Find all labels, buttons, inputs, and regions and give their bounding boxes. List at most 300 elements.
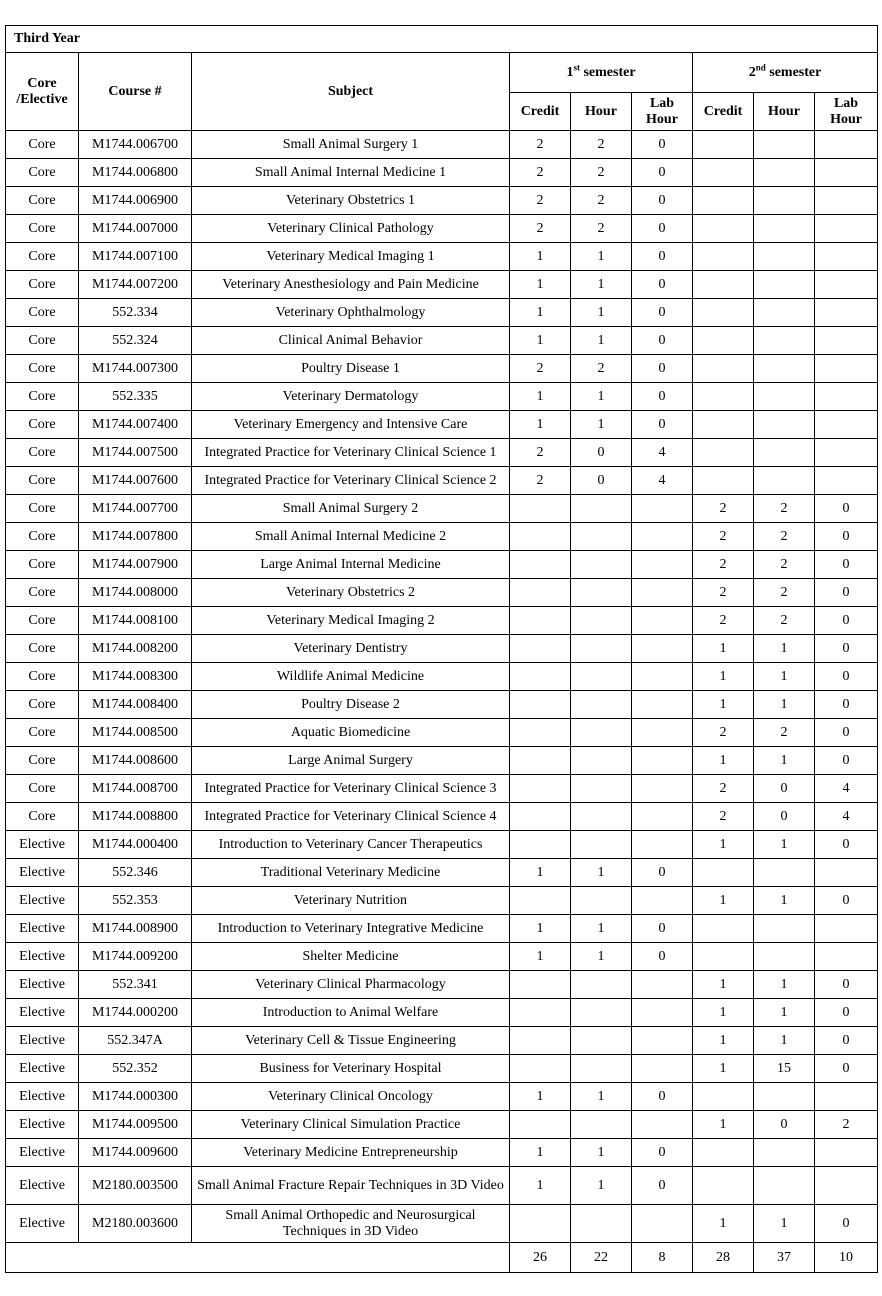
table-row bbox=[6, 607, 878, 635]
cell-sem2-credit: 1 bbox=[693, 887, 754, 915]
cell-course-number: 552.324 bbox=[79, 327, 192, 355]
cell-sem1-lab-hour: 0 bbox=[632, 1083, 693, 1111]
cell-sem1-credit bbox=[510, 971, 571, 999]
cell-subject: Small Animal Fracture Repair Techniques in 3D Video bbox=[192, 1167, 510, 1205]
cell-subject: Veterinary Medical Imaging 1 bbox=[192, 243, 510, 271]
cell-sem1-lab-hour bbox=[632, 775, 693, 803]
cell-subject: Introduction to Veterinary Integrative Medicine bbox=[192, 915, 510, 943]
cell-course-number: M1744.008400 bbox=[79, 691, 192, 719]
cell-sem2-credit bbox=[693, 383, 754, 411]
table-row bbox=[6, 663, 878, 691]
cell-type: Core bbox=[6, 215, 79, 243]
cell-sem1-hour: 2 bbox=[571, 159, 632, 187]
cell-sem2-credit: 2 bbox=[693, 579, 754, 607]
cell-sem1-lab-hour bbox=[632, 579, 693, 607]
cell-course-number: 552.346 bbox=[79, 859, 192, 887]
table-row bbox=[6, 551, 878, 579]
cell-sem1-lab-hour: 0 bbox=[632, 327, 693, 355]
cell-course-number: M1744.008300 bbox=[79, 663, 192, 691]
cell-sem1-hour: 1 bbox=[571, 859, 632, 887]
cell-sem2-lab-hour: 0 bbox=[815, 579, 878, 607]
cell-sem2-lab-hour: 0 bbox=[815, 495, 878, 523]
cell-course-number: M1744.007800 bbox=[79, 523, 192, 551]
cell-sem2-hour: 1 bbox=[754, 747, 815, 775]
cell-sem1-hour bbox=[571, 719, 632, 747]
cell-sem2-lab-hour bbox=[815, 215, 878, 243]
cell-sem2-credit bbox=[693, 271, 754, 299]
total-sem1-credit: 26 bbox=[510, 1243, 571, 1273]
cell-type: Elective bbox=[6, 859, 79, 887]
cell-sem2-credit: 1 bbox=[693, 635, 754, 663]
cell-sem2-lab-hour bbox=[815, 355, 878, 383]
cell-sem2-hour: 1 bbox=[754, 663, 815, 691]
cell-sem1-credit bbox=[510, 719, 571, 747]
cell-sem1-credit bbox=[510, 1111, 571, 1139]
cell-sem2-hour bbox=[754, 467, 815, 495]
cell-subject: Wildlife Animal Medicine bbox=[192, 663, 510, 691]
cell-sem2-credit: 1 bbox=[693, 1027, 754, 1055]
cell-sem1-lab-hour bbox=[632, 1055, 693, 1083]
cell-sem1-hour: 1 bbox=[571, 1139, 632, 1167]
cell-sem2-lab-hour: 0 bbox=[815, 747, 878, 775]
cell-sem1-lab-hour bbox=[632, 971, 693, 999]
cell-sem2-lab-hour: 0 bbox=[815, 551, 878, 579]
cell-sem1-lab-hour bbox=[632, 747, 693, 775]
cell-course-number: M1744.008600 bbox=[79, 747, 192, 775]
cell-sem2-lab-hour bbox=[815, 859, 878, 887]
cell-sem2-hour: 1 bbox=[754, 999, 815, 1027]
cell-sem1-hour: 1 bbox=[571, 1083, 632, 1111]
cell-sem2-lab-hour: 0 bbox=[815, 1027, 878, 1055]
cell-sem1-hour: 1 bbox=[571, 1167, 632, 1205]
cell-sem1-hour: 1 bbox=[571, 299, 632, 327]
cell-sem2-hour: 2 bbox=[754, 551, 815, 579]
cell-subject: Veterinary Obstetrics 1 bbox=[192, 187, 510, 215]
cell-sem2-hour: 2 bbox=[754, 495, 815, 523]
cell-sem1-credit: 1 bbox=[510, 327, 571, 355]
table-body bbox=[6, 131, 878, 1243]
cell-subject: Veterinary Ophthalmology bbox=[192, 299, 510, 327]
cell-sem1-hour: 2 bbox=[571, 355, 632, 383]
cell-sem2-hour: 0 bbox=[754, 803, 815, 831]
cell-sem1-hour bbox=[571, 831, 632, 859]
cell-course-number: 552.347A bbox=[79, 1027, 192, 1055]
cell-subject: Veterinary Emergency and Intensive Care bbox=[192, 411, 510, 439]
cell-sem2-credit: 2 bbox=[693, 719, 754, 747]
cell-subject: Aquatic Biomedicine bbox=[192, 719, 510, 747]
cell-subject: Introduction to Animal Welfare bbox=[192, 999, 510, 1027]
header-first-semester: 1st semester bbox=[510, 53, 693, 93]
cell-sem1-lab-hour bbox=[632, 551, 693, 579]
header-sem2-credit: Credit bbox=[693, 93, 754, 131]
table-row bbox=[6, 523, 878, 551]
cell-sem2-lab-hour bbox=[815, 243, 878, 271]
table-row bbox=[6, 1111, 878, 1139]
cell-subject: Small Animal Internal Medicine 1 bbox=[192, 159, 510, 187]
cell-sem1-credit: 2 bbox=[510, 159, 571, 187]
table-row bbox=[6, 383, 878, 411]
cell-sem1-lab-hour bbox=[632, 607, 693, 635]
table-row bbox=[6, 747, 878, 775]
table-row bbox=[6, 915, 878, 943]
cell-sem2-lab-hour: 0 bbox=[815, 831, 878, 859]
cell-type: Core bbox=[6, 747, 79, 775]
cell-sem2-lab-hour: 0 bbox=[815, 971, 878, 999]
cell-sem1-lab-hour: 0 bbox=[632, 943, 693, 971]
cell-sem2-lab-hour bbox=[815, 131, 878, 159]
cell-sem2-lab-hour bbox=[815, 439, 878, 467]
table-row bbox=[6, 831, 878, 859]
cell-sem2-credit bbox=[693, 131, 754, 159]
cell-sem2-lab-hour bbox=[815, 299, 878, 327]
table-row bbox=[6, 775, 878, 803]
table-row bbox=[6, 1027, 878, 1055]
table-row bbox=[6, 1167, 878, 1205]
cell-type: Core bbox=[6, 523, 79, 551]
cell-sem1-credit: 1 bbox=[510, 1139, 571, 1167]
cell-course-number: M1744.007500 bbox=[79, 439, 192, 467]
cell-sem2-credit: 1 bbox=[693, 831, 754, 859]
table-row bbox=[6, 327, 878, 355]
table-row bbox=[6, 971, 878, 999]
cell-sem2-hour: 1 bbox=[754, 635, 815, 663]
cell-sem1-hour bbox=[571, 747, 632, 775]
cell-sem2-lab-hour: 0 bbox=[815, 1055, 878, 1083]
cell-sem1-credit: 2 bbox=[510, 355, 571, 383]
cell-sem1-lab-hour bbox=[632, 523, 693, 551]
cell-subject: Poultry Disease 2 bbox=[192, 691, 510, 719]
cell-subject: Veterinary Clinical Simulation Practice bbox=[192, 1111, 510, 1139]
cell-sem2-hour: 1 bbox=[754, 971, 815, 999]
cell-sem2-lab-hour: 2 bbox=[815, 1111, 878, 1139]
cell-sem1-hour bbox=[571, 1111, 632, 1139]
cell-subject: Business for Veterinary Hospital bbox=[192, 1055, 510, 1083]
cell-sem2-credit: 2 bbox=[693, 803, 754, 831]
cell-course-number: M1744.008200 bbox=[79, 635, 192, 663]
cell-type: Elective bbox=[6, 887, 79, 915]
table-row bbox=[6, 495, 878, 523]
cell-type: Elective bbox=[6, 831, 79, 859]
cell-course-number: M1744.000200 bbox=[79, 999, 192, 1027]
cell-sem2-lab-hour bbox=[815, 1139, 878, 1167]
cell-subject: Shelter Medicine bbox=[192, 943, 510, 971]
cell-sem2-hour: 2 bbox=[754, 607, 815, 635]
table-row bbox=[6, 803, 878, 831]
cell-type: Elective bbox=[6, 1139, 79, 1167]
table-row bbox=[6, 271, 878, 299]
cell-sem2-hour: 2 bbox=[754, 523, 815, 551]
cell-sem1-hour bbox=[571, 551, 632, 579]
cell-subject: Integrated Practice for Veterinary Clinical Science 4 bbox=[192, 803, 510, 831]
cell-sem1-hour bbox=[571, 523, 632, 551]
table-row bbox=[6, 355, 878, 383]
cell-sem2-hour: 2 bbox=[754, 719, 815, 747]
cell-subject: Veterinary Medicine Entrepreneurship bbox=[192, 1139, 510, 1167]
cell-sem2-lab-hour: 0 bbox=[815, 999, 878, 1027]
cell-course-number: M1744.007700 bbox=[79, 495, 192, 523]
cell-sem1-credit bbox=[510, 803, 571, 831]
cell-sem2-lab-hour bbox=[815, 411, 878, 439]
cell-sem1-credit bbox=[510, 607, 571, 635]
cell-course-number: M2180.003500 bbox=[79, 1167, 192, 1205]
table-row bbox=[6, 411, 878, 439]
cell-sem1-credit bbox=[510, 831, 571, 859]
header-sem1-hour: Hour bbox=[571, 93, 632, 131]
cell-sem2-hour bbox=[754, 159, 815, 187]
cell-sem1-credit bbox=[510, 1055, 571, 1083]
cell-subject: Veterinary Dermatology bbox=[192, 383, 510, 411]
cell-sem1-hour: 1 bbox=[571, 943, 632, 971]
cell-sem2-hour bbox=[754, 859, 815, 887]
cell-course-number: M1744.008100 bbox=[79, 607, 192, 635]
cell-sem1-lab-hour: 0 bbox=[632, 243, 693, 271]
table-row bbox=[6, 1083, 878, 1111]
cell-sem2-credit bbox=[693, 355, 754, 383]
cell-sem2-hour bbox=[754, 271, 815, 299]
cell-sem1-credit: 2 bbox=[510, 439, 571, 467]
cell-course-number: M1744.007300 bbox=[79, 355, 192, 383]
cell-sem2-lab-hour bbox=[815, 943, 878, 971]
cell-sem1-credit: 1 bbox=[510, 943, 571, 971]
table-title: Third Year bbox=[6, 26, 878, 53]
cell-subject: Veterinary Clinical Oncology bbox=[192, 1083, 510, 1111]
cell-sem2-lab-hour: 0 bbox=[815, 1205, 878, 1243]
cell-type: Elective bbox=[6, 999, 79, 1027]
cell-sem2-credit bbox=[693, 327, 754, 355]
cell-subject: Veterinary Clinical Pharmacology bbox=[192, 971, 510, 999]
cell-sem1-lab-hour: 0 bbox=[632, 915, 693, 943]
cell-sem1-credit bbox=[510, 663, 571, 691]
cell-type: Core bbox=[6, 327, 79, 355]
cell-sem2-credit: 1 bbox=[693, 1055, 754, 1083]
cell-sem2-hour bbox=[754, 1083, 815, 1111]
table-row bbox=[6, 887, 878, 915]
cell-sem2-hour bbox=[754, 411, 815, 439]
cell-type: Elective bbox=[6, 1167, 79, 1205]
cell-sem2-hour: 1 bbox=[754, 691, 815, 719]
cell-sem2-lab-hour bbox=[815, 467, 878, 495]
cell-sem2-lab-hour bbox=[815, 271, 878, 299]
cell-sem1-lab-hour: 0 bbox=[632, 383, 693, 411]
cell-subject: Large Animal Internal Medicine bbox=[192, 551, 510, 579]
cell-type: Elective bbox=[6, 971, 79, 999]
cell-sem1-lab-hour: 4 bbox=[632, 467, 693, 495]
cell-subject: Integrated Practice for Veterinary Clinical Science 2 bbox=[192, 467, 510, 495]
cell-sem2-hour bbox=[754, 187, 815, 215]
header-sem2-lab-hour: Lab Hour bbox=[815, 93, 878, 131]
cell-type: Core bbox=[6, 775, 79, 803]
cell-sem1-hour bbox=[571, 691, 632, 719]
cell-subject: Traditional Veterinary Medicine bbox=[192, 859, 510, 887]
cell-sem1-hour bbox=[571, 1027, 632, 1055]
cell-course-number: M1744.007100 bbox=[79, 243, 192, 271]
cell-sem1-credit: 2 bbox=[510, 215, 571, 243]
cell-sem1-hour: 1 bbox=[571, 327, 632, 355]
cell-sem1-credit: 1 bbox=[510, 271, 571, 299]
cell-type: Elective bbox=[6, 943, 79, 971]
cell-sem1-credit bbox=[510, 999, 571, 1027]
cell-sem2-credit: 1 bbox=[693, 691, 754, 719]
cell-sem2-lab-hour: 0 bbox=[815, 523, 878, 551]
table-row bbox=[6, 243, 878, 271]
curriculum-table bbox=[5, 25, 878, 1273]
cell-type: Core bbox=[6, 719, 79, 747]
cell-sem1-credit bbox=[510, 747, 571, 775]
cell-type: Core bbox=[6, 271, 79, 299]
cell-course-number: M1744.008500 bbox=[79, 719, 192, 747]
cell-type: Elective bbox=[6, 1083, 79, 1111]
cell-sem1-lab-hour: 0 bbox=[632, 355, 693, 383]
cell-sem2-credit: 2 bbox=[693, 551, 754, 579]
cell-sem2-credit bbox=[693, 159, 754, 187]
cell-sem1-lab-hour: 0 bbox=[632, 271, 693, 299]
cell-course-number: 552.335 bbox=[79, 383, 192, 411]
cell-sem1-hour: 1 bbox=[571, 383, 632, 411]
cell-sem2-credit bbox=[693, 299, 754, 327]
cell-type: Core bbox=[6, 187, 79, 215]
totals-row bbox=[6, 1243, 878, 1273]
cell-sem1-lab-hour: 4 bbox=[632, 439, 693, 467]
cell-subject: Veterinary Dentistry bbox=[192, 635, 510, 663]
cell-sem2-hour bbox=[754, 243, 815, 271]
cell-sem1-hour bbox=[571, 635, 632, 663]
cell-sem1-credit bbox=[510, 775, 571, 803]
cell-sem1-credit: 2 bbox=[510, 467, 571, 495]
cell-sem2-credit bbox=[693, 467, 754, 495]
cell-course-number: M1744.007000 bbox=[79, 215, 192, 243]
curriculum-table-wrapper bbox=[5, 25, 877, 1273]
cell-type: Core bbox=[6, 355, 79, 383]
cell-sem1-hour bbox=[571, 579, 632, 607]
cell-sem2-lab-hour: 4 bbox=[815, 803, 878, 831]
cell-sem2-credit bbox=[693, 411, 754, 439]
cell-type: Core bbox=[6, 663, 79, 691]
cell-sem2-credit bbox=[693, 943, 754, 971]
cell-subject: Integrated Practice for Veterinary Clinical Science 1 bbox=[192, 439, 510, 467]
cell-course-number: 552.341 bbox=[79, 971, 192, 999]
table-row bbox=[6, 635, 878, 663]
cell-sem2-credit: 1 bbox=[693, 747, 754, 775]
cell-sem2-lab-hour: 0 bbox=[815, 691, 878, 719]
cell-sem2-credit: 1 bbox=[693, 1111, 754, 1139]
cell-sem2-credit: 2 bbox=[693, 607, 754, 635]
cell-course-number: M1744.007600 bbox=[79, 467, 192, 495]
header-sem2-hour: Hour bbox=[754, 93, 815, 131]
cell-sem2-lab-hour bbox=[815, 383, 878, 411]
cell-sem1-credit bbox=[510, 495, 571, 523]
cell-course-number: M1744.009500 bbox=[79, 1111, 192, 1139]
cell-subject: Integrated Practice for Veterinary Clinical Science 3 bbox=[192, 775, 510, 803]
cell-course-number: M1744.009600 bbox=[79, 1139, 192, 1167]
cell-type: Core bbox=[6, 635, 79, 663]
cell-sem2-lab-hour bbox=[815, 159, 878, 187]
table-row bbox=[6, 131, 878, 159]
cell-sem1-lab-hour bbox=[632, 663, 693, 691]
cell-sem2-lab-hour: 0 bbox=[815, 887, 878, 915]
total-sem1-hour: 22 bbox=[571, 1243, 632, 1273]
cell-subject: Poultry Disease 1 bbox=[192, 355, 510, 383]
cell-sem2-lab-hour: 0 bbox=[815, 635, 878, 663]
table-row bbox=[6, 579, 878, 607]
cell-subject: Veterinary Medical Imaging 2 bbox=[192, 607, 510, 635]
cell-course-number: M1744.000300 bbox=[79, 1083, 192, 1111]
cell-subject: Small Animal Surgery 2 bbox=[192, 495, 510, 523]
cell-sem1-hour bbox=[571, 803, 632, 831]
cell-course-number: 552.353 bbox=[79, 887, 192, 915]
table-row bbox=[6, 859, 878, 887]
cell-sem1-credit bbox=[510, 551, 571, 579]
cell-subject: Veterinary Anesthesiology and Pain Medicine bbox=[192, 271, 510, 299]
cell-sem2-credit: 1 bbox=[693, 1205, 754, 1243]
total-sem1-lab-hour: 8 bbox=[632, 1243, 693, 1273]
cell-sem2-lab-hour: 0 bbox=[815, 663, 878, 691]
cell-sem1-hour: 2 bbox=[571, 131, 632, 159]
cell-subject: Veterinary Obstetrics 2 bbox=[192, 579, 510, 607]
cell-type: Core bbox=[6, 159, 79, 187]
cell-sem2-credit bbox=[693, 439, 754, 467]
cell-course-number: 552.352 bbox=[79, 1055, 192, 1083]
cell-sem2-credit bbox=[693, 1139, 754, 1167]
cell-sem1-hour: 2 bbox=[571, 215, 632, 243]
cell-course-number: M1744.006900 bbox=[79, 187, 192, 215]
table-row bbox=[6, 719, 878, 747]
cell-course-number: M1744.007400 bbox=[79, 411, 192, 439]
cell-subject: Veterinary Clinical Pathology bbox=[192, 215, 510, 243]
cell-sem1-hour bbox=[571, 887, 632, 915]
cell-sem1-lab-hour bbox=[632, 999, 693, 1027]
cell-sem1-lab-hour bbox=[632, 691, 693, 719]
cell-type: Core bbox=[6, 607, 79, 635]
cell-sem2-credit bbox=[693, 1167, 754, 1205]
cell-sem1-lab-hour bbox=[632, 831, 693, 859]
cell-course-number: M1744.008800 bbox=[79, 803, 192, 831]
cell-sem2-hour bbox=[754, 215, 815, 243]
cell-type: Elective bbox=[6, 1205, 79, 1243]
cell-sem1-lab-hour bbox=[632, 1027, 693, 1055]
total-sem2-credit: 28 bbox=[693, 1243, 754, 1273]
cell-sem1-credit: 1 bbox=[510, 859, 571, 887]
cell-sem1-credit: 2 bbox=[510, 131, 571, 159]
cell-type: Elective bbox=[6, 915, 79, 943]
header-core-elective: Core /Elective bbox=[6, 53, 79, 131]
cell-sem2-lab-hour bbox=[815, 915, 878, 943]
cell-sem2-hour bbox=[754, 915, 815, 943]
cell-sem2-credit: 2 bbox=[693, 775, 754, 803]
cell-type: Core bbox=[6, 299, 79, 327]
table-row bbox=[6, 999, 878, 1027]
cell-sem1-hour bbox=[571, 663, 632, 691]
cell-sem1-credit: 1 bbox=[510, 411, 571, 439]
total-sem2-hour: 37 bbox=[754, 1243, 815, 1273]
cell-sem2-hour bbox=[754, 1167, 815, 1205]
cell-sem2-hour: 1 bbox=[754, 887, 815, 915]
header-second-semester: 2nd semester bbox=[693, 53, 878, 93]
cell-sem1-lab-hour: 0 bbox=[632, 299, 693, 327]
cell-course-number: M1744.006700 bbox=[79, 131, 192, 159]
cell-type: Core bbox=[6, 803, 79, 831]
cell-sem1-credit: 1 bbox=[510, 1083, 571, 1111]
cell-sem2-hour: 0 bbox=[754, 1111, 815, 1139]
cell-subject: Clinical Animal Behavior bbox=[192, 327, 510, 355]
cell-subject: Introduction to Veterinary Cancer Therapeutics bbox=[192, 831, 510, 859]
cell-sem2-hour: 15 bbox=[754, 1055, 815, 1083]
cell-type: Core bbox=[6, 383, 79, 411]
cell-sem1-credit bbox=[510, 1027, 571, 1055]
cell-sem1-lab-hour bbox=[632, 887, 693, 915]
cell-sem2-lab-hour: 0 bbox=[815, 719, 878, 747]
cell-sem2-hour bbox=[754, 383, 815, 411]
cell-type: Elective bbox=[6, 1055, 79, 1083]
